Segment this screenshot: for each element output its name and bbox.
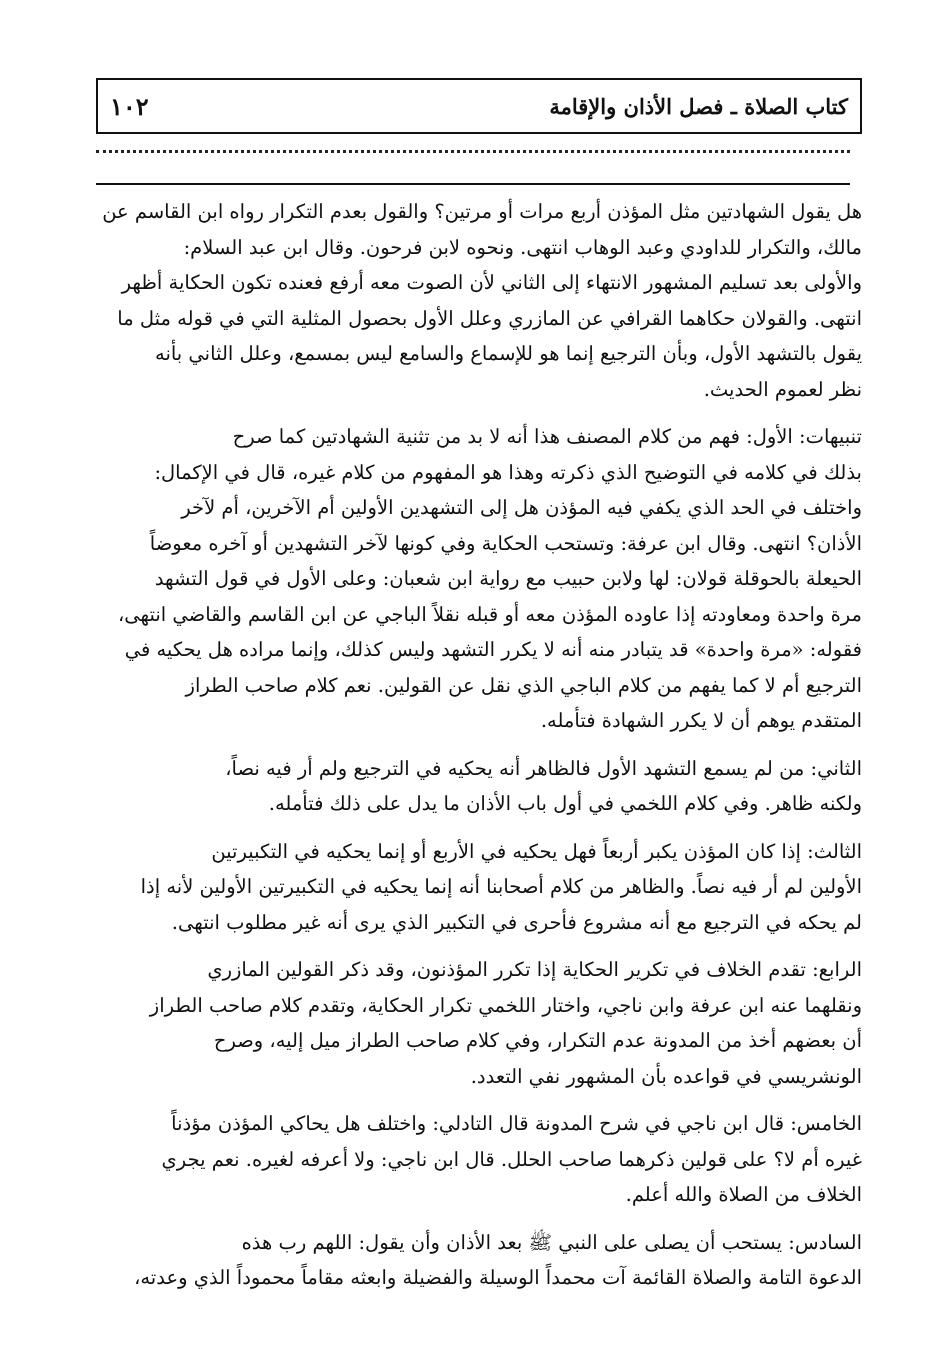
paragraph-2: تنبيهات: الأول: فهم من كلام المصنف هذا أنه لا بد من تثنية الشهادتين كما صرح بذلك في كلامه في التوضيح الذي ذكرته وهذا هو المفهوم من كلام غيره، قال في الإكمال: واختلف في الحد الذي يكفي فيه المؤذن هل إلى التشهدين الأولين أم الآخرين، أم لآخر الأذان؟ انتهى. وقال ابن عرفة: وتستحب الحكاية وفي كونها لآخر التشهدين أو آخره معوضاً الحيعلة بالحوقلة قولان: لها ولابن حبيب مع رواية ابن شعبان: وعلى الأول في قول التشهد مرة واحدة ومعاودته إذا عاوده المؤذن معه أو قبله نقلاً الباجي عن ابن القاسم والقاضي انتهى، فقوله: «مرة واحدة» قد يتبادر منه أنه لا يكرر التشهد وليس كذلك، وإنما مراده هل يحكيه في الترجيع أم لا كما يفهم من كلام الباجي الذي نقل عن القولين. نعم كلام صاحب الطراز المتقدم يوهم أن لا يكرر الشهادة فتأمله.: [117, 425, 862, 732]
paragraph-6: الخامس: قال ابن ناجي في شرح المدونة قال التادلي: واختلف هل يحاكي المؤذن مؤذناً غيره أم لا؟ على قولين ذكرهما صاحب الحلل. قال ابن ناجي: ولا أعرفه لغيره. نعم يجري الخلاف من الصلاة والله أعلم.: [161, 1112, 862, 1206]
paragraph-4: الثالث: إذا كان المؤذن يكبر أربعاً فهل يحكيه في الأربع أو إنما يحكيه في التكبيرتين الأولين لم أر فيه نصاً. والظاهر من كلام أصحابنا أنه إنما يحكيه في التكبيرتين الأولين لأنه إذا لم يحكه في الترجيع مع أنه مشروع فأحرى في التكبير الذي يرى أنه غير مطلوب انتهى.: [140, 839, 862, 934]
dotted-separator: [96, 150, 850, 153]
paragraph-3: الثاني: من لم يسمع التشهد الأول فالظاهر أنه يحكيه في الترجيع ولم أر فيه نصاً، ولكنه ظاهر. وفي كلام اللخمي في أول باب الأذان ما يدل على ذلك فتأمله.: [225, 756, 862, 815]
page-number: ١٠٢: [110, 91, 149, 121]
chapter-title: كتاب الصلاة ـ فصل الأذان والإقامة: [549, 93, 848, 119]
paragraph-7: السادس: يستحب أن يصلى على النبي ﷺ بعد الأذان وأن يقول: اللهم رب هذه الدعوة التامة والصلاة القائمة آت محمداً الوسيلة والفضيلة وابعثه مقاماً محموداً الذي وعدته،: [134, 1230, 862, 1289]
horizontal-rule: [96, 183, 850, 185]
paragraph-5: الرابع: تقدم الخلاف في تكرير الحكاية إذا تكرر المؤذنون، وقد ذكر القولين المازري ونقلهما عنه ابن عرفة وابن ناجي، واختار اللخمي تكرار الحكاية، وتقدم كلام صاحب الطراز أن بعضهم أخذ من المدونة عدم التكرار، وفي كلام صاحب الطراز ميل إليه، وصرح الونشريسي في قواعده بأن المشهور نفي التعدد.: [149, 958, 862, 1088]
running-header: [96, 78, 862, 134]
paragraph-1: هل يقول الشهادتين مثل المؤذن أربع مرات أو مرتين؟ والقول بعدم التكرار رواه ابن القاسم عن مالك، والتكرار للداودي وعبد الوهاب انتهى. ونحوه لابن فرحون. وقال ابن عبد السلام: والأولى بعد تسليم المشهور الانتهاء إلى الثاني لأن الصوت معه أرفع فعنده تكون الحكاية أظهر انتهى. والقولان حكاهما القرافي عن المازري وعلل الأول بحصول المثلية التي في قوله مثل ما يقول بالتشهد الأول، وبأن الترجيع إنما هو للإسماع والسامع ليس بمسمع، وعلل الثاني بأنه نظر لعموم الحديث.: [102, 200, 862, 401]
body-text: [96, 194, 862, 1308]
